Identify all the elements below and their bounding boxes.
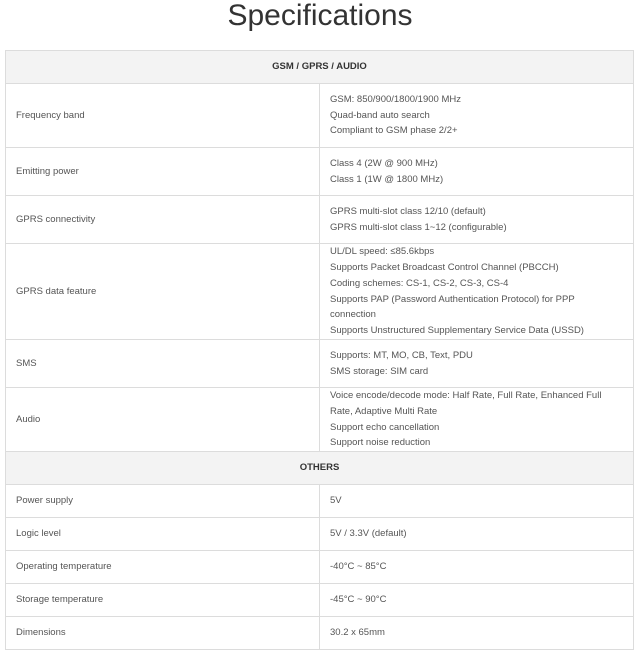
spec-row-emitting-power — [6, 148, 634, 196]
spec-value — [320, 196, 634, 244]
spec-value — [320, 340, 634, 388]
spec-value-line: Compliant to GSM phase 2/2+ — [330, 125, 458, 137]
spec-value-line: Support noise reduction — [330, 437, 431, 449]
spec-value-line: 30.2 x 65mm — [330, 627, 385, 639]
spec-label: Frequency band — [6, 84, 320, 148]
spec-row-storage-temperature — [6, 584, 634, 617]
spec-value-line: Supports Unstructured Supplementary Service Data (USSD) — [330, 324, 584, 336]
spec-value-line: GSM: 850/900/1800/1900 MHz — [330, 93, 461, 105]
spec-row-gprs-connectivity — [6, 196, 634, 244]
spec-label: Emitting power — [6, 148, 320, 196]
spec-value-line: -45°C ~ 90°C — [330, 594, 387, 606]
spec-value — [320, 388, 634, 452]
spec-value-line: Support echo cancellation — [330, 421, 440, 433]
spec-label: GPRS data feature — [6, 244, 320, 340]
spec-row-frequency-band — [6, 84, 634, 148]
spec-label: Dimensions — [6, 617, 320, 650]
spec-row-sms — [6, 340, 634, 388]
spec-value — [320, 551, 634, 584]
spec-value — [320, 617, 634, 650]
section-heading: GSM / GPRS / AUDIO — [6, 51, 634, 84]
spec-value — [320, 584, 634, 617]
spec-value-line: Quad-band auto search — [330, 109, 430, 121]
spec-label: SMS — [6, 340, 320, 388]
spec-label: GPRS connectivity — [6, 196, 320, 244]
spec-value-line: Class 1 (1W @ 1800 MHz) — [330, 173, 444, 185]
spec-row-operating-temperature — [6, 551, 634, 584]
specifications-table — [5, 50, 634, 650]
spec-value-line: Voice encode/decode mode: Half Rate, Full Rate, Enhanced Full Rate, Adaptive Multi Rate — [330, 390, 602, 417]
spec-value — [320, 84, 634, 148]
spec-value-line: 5V — [330, 495, 342, 507]
spec-value-line: 5V / 3.3V (default) — [330, 528, 407, 540]
spec-label: Storage temperature — [6, 584, 320, 617]
spec-row-dimensions — [6, 617, 634, 650]
spec-value-line: GPRS multi-slot class 12/10 (default) — [330, 205, 486, 217]
spec-value — [320, 148, 634, 196]
section-header-others — [6, 452, 634, 485]
spec-value-line: Class 4 (2W @ 900 MHz) — [330, 157, 438, 169]
spec-label: Logic level — [6, 518, 320, 551]
spec-value-line: Supports PAP (Password Authentication Protocol) for PPP connection — [330, 293, 575, 321]
spec-value-line: GPRS multi-slot class 1~12 (configurable) — [330, 221, 507, 233]
spec-row-logic-level — [6, 518, 634, 551]
spec-value — [320, 518, 634, 551]
page-title: Specifications — [227, 0, 413, 32]
spec-value-line: -40°C ~ 85°C — [330, 561, 387, 573]
spec-row-gprs-data-feature — [6, 244, 634, 340]
spec-value-line: SMS storage: SIM card — [330, 365, 429, 377]
spec-row-power-supply — [6, 485, 634, 518]
spec-label: Operating temperature — [6, 551, 320, 584]
spec-label: Power supply — [6, 485, 320, 518]
section-heading: OTHERS — [6, 452, 634, 485]
section-header-gsm-gprs-audio — [6, 51, 634, 84]
spec-value — [320, 485, 634, 518]
spec-label: Audio — [6, 388, 320, 452]
spec-value — [320, 244, 634, 340]
spec-value-line: Supports: MT, MO, CB, Text, PDU — [330, 349, 473, 361]
spec-value-line: Coding schemes: CS-1, CS-2, CS-3, CS-4 — [330, 277, 509, 289]
spec-row-audio — [6, 388, 634, 452]
spec-value-line: Supports Packet Broadcast Control Channel (PBCCH) — [330, 262, 559, 274]
spec-value-line: UL/DL speed: ≤85.6kbps — [330, 246, 435, 258]
